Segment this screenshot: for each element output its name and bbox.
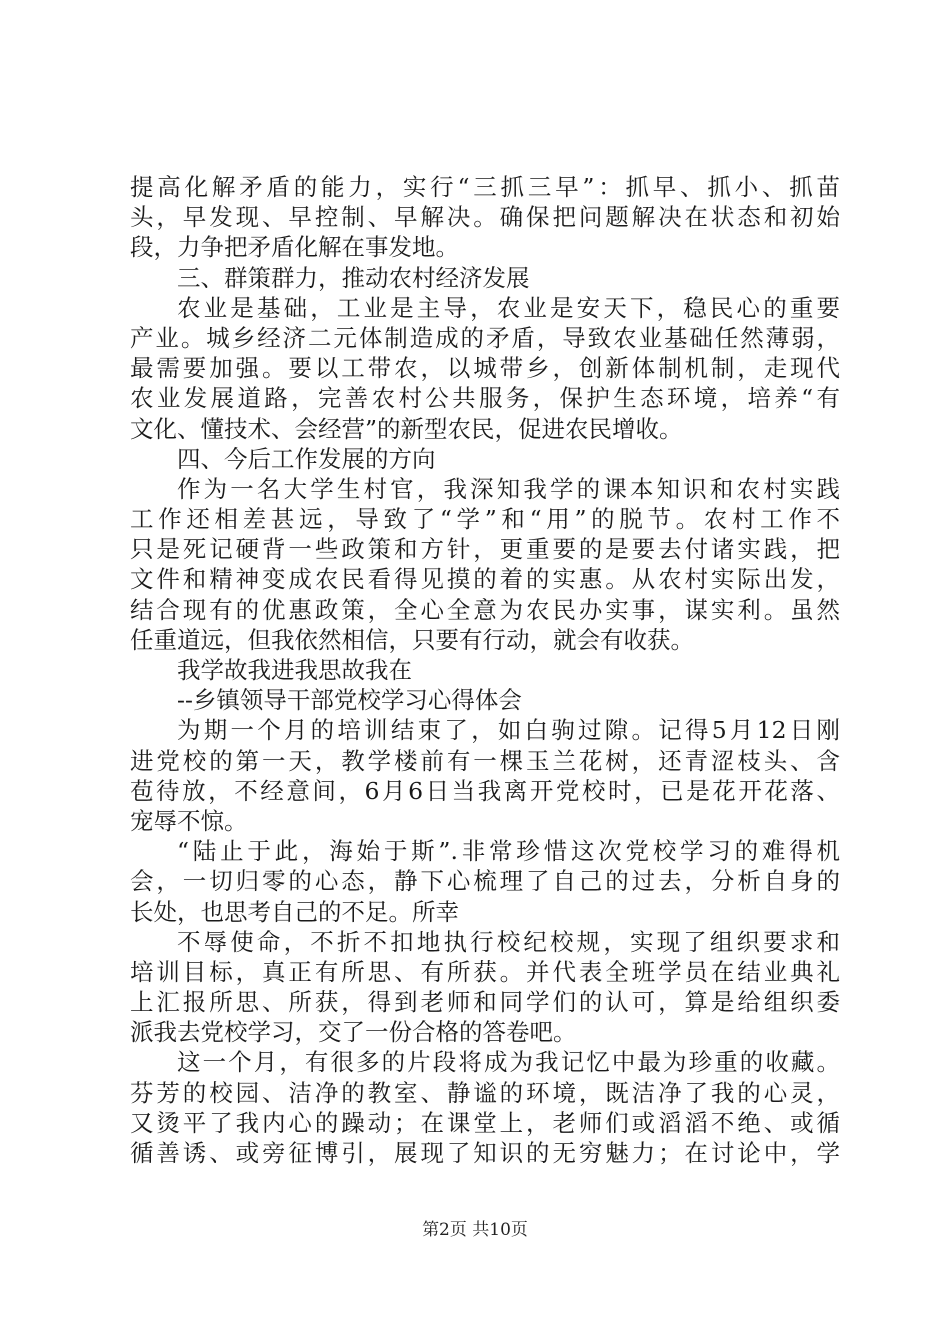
text-line: 最需要加强。要以工带农，以城带乡，创新体制机制，走现代 [130, 354, 840, 383]
text-line: 进党校的第一天，教学楼前有一棵玉兰花树，还青涩枝头、含 [130, 746, 840, 775]
text-line: 苞待放，不经意间，6月6日当我离开党校时，已是花开花落、 [130, 776, 840, 805]
text-line: 我学故我进我思故我在 [177, 656, 412, 684]
text-line: 会，一切归零的心态，静下心梳理了自己的过去，分析自身的 [130, 867, 840, 896]
text-line: 任重道远，但我依然相信，只要有行动，就会有收获。 [130, 625, 694, 654]
document-body [130, 172, 840, 1168]
text-line: 循善诱、或旁征博引，展现了知识的无穷魅力；在讨论中，学 [130, 1139, 840, 1167]
text-line: 头，早发现、早控制、早解决。确保把问题解决在状态和初始 [130, 203, 840, 232]
text-line: 只是死记硬背一些政策和方针，更重要的是要去付诸实践，把 [130, 535, 840, 564]
text-line: 文件和精神变成农民看得见摸的着的实惠。从农村实际出发， [130, 565, 840, 594]
text-line: 农业是基础，工业是主导，农业是安天下，稳民心的重要 [177, 293, 840, 322]
text-line: 宠辱不惊。 [130, 806, 248, 835]
text-line: 三、群策群力，推动农村经济发展 [177, 263, 530, 292]
text-line: 派我去党校学习，交了一份合格的答卷吧。 [130, 1018, 577, 1047]
text-line: 文化、懂技术、会经营”的新型农民，促进农民增收。 [130, 414, 683, 443]
text-line: 农业发展道路，完善农村公共服务，保护生态环境，培养“有 [130, 384, 840, 413]
text-line: 结合现有的优惠政策，全心全意为农民办实事，谋实利。虽然 [130, 595, 840, 624]
text-line: 上汇报所思、所获，得到老师和同学们的认可，算是给组织委 [130, 988, 840, 1017]
text-line: 作为一名大学生村官，我深知我学的课本知识和农村实践 [177, 474, 840, 503]
text-line: 产业。城乡经济二元体制造成的矛盾，导致农业基础任然薄弱， [130, 323, 840, 352]
text-line: 又烫平了我内心的躁动；在课堂上，老师们或滔滔不绝、或循 [130, 1108, 840, 1137]
text-line: 四、今后工作发展的方向 [177, 444, 436, 473]
text-line: 培训目标，真正有所思、有所获。并代表全班学员在结业典礼 [130, 957, 840, 986]
text-line: 芬芳的校园、洁净的教室、静谧的环境，既洁净了我的心灵， [130, 1078, 840, 1107]
text-line: 段，力争把矛盾化解在事发地。 [130, 233, 459, 262]
text-line: 工作还相差甚远，导致了“学”和“用”的脱节。农村工作不 [130, 505, 840, 534]
text-line: 这一个月，有很多的片段将成为我记忆中最为珍重的收藏。 [177, 1048, 840, 1077]
text-line: 为期一个月的培训结束了，如白驹过隙。记得5月12日刚 [177, 716, 840, 745]
text-line: 不辱使命，不折不扣地执行校纪校规，实现了组织要求和 [177, 927, 840, 956]
text-line: 提高化解矛盾的能力，实行“三抓三早”：抓早、抓小、抓苗 [130, 173, 840, 201]
page-number-footer: 第2页 共10页 [422, 1220, 528, 1240]
text-line: “陆止于此，海始于斯”.非常珍惜这次党校学习的难得机 [177, 837, 840, 866]
text-line: 长处，也思考自己的不足。所幸 [130, 897, 459, 926]
text-line: --乡镇领导干部党校学习心得体会 [177, 686, 522, 715]
